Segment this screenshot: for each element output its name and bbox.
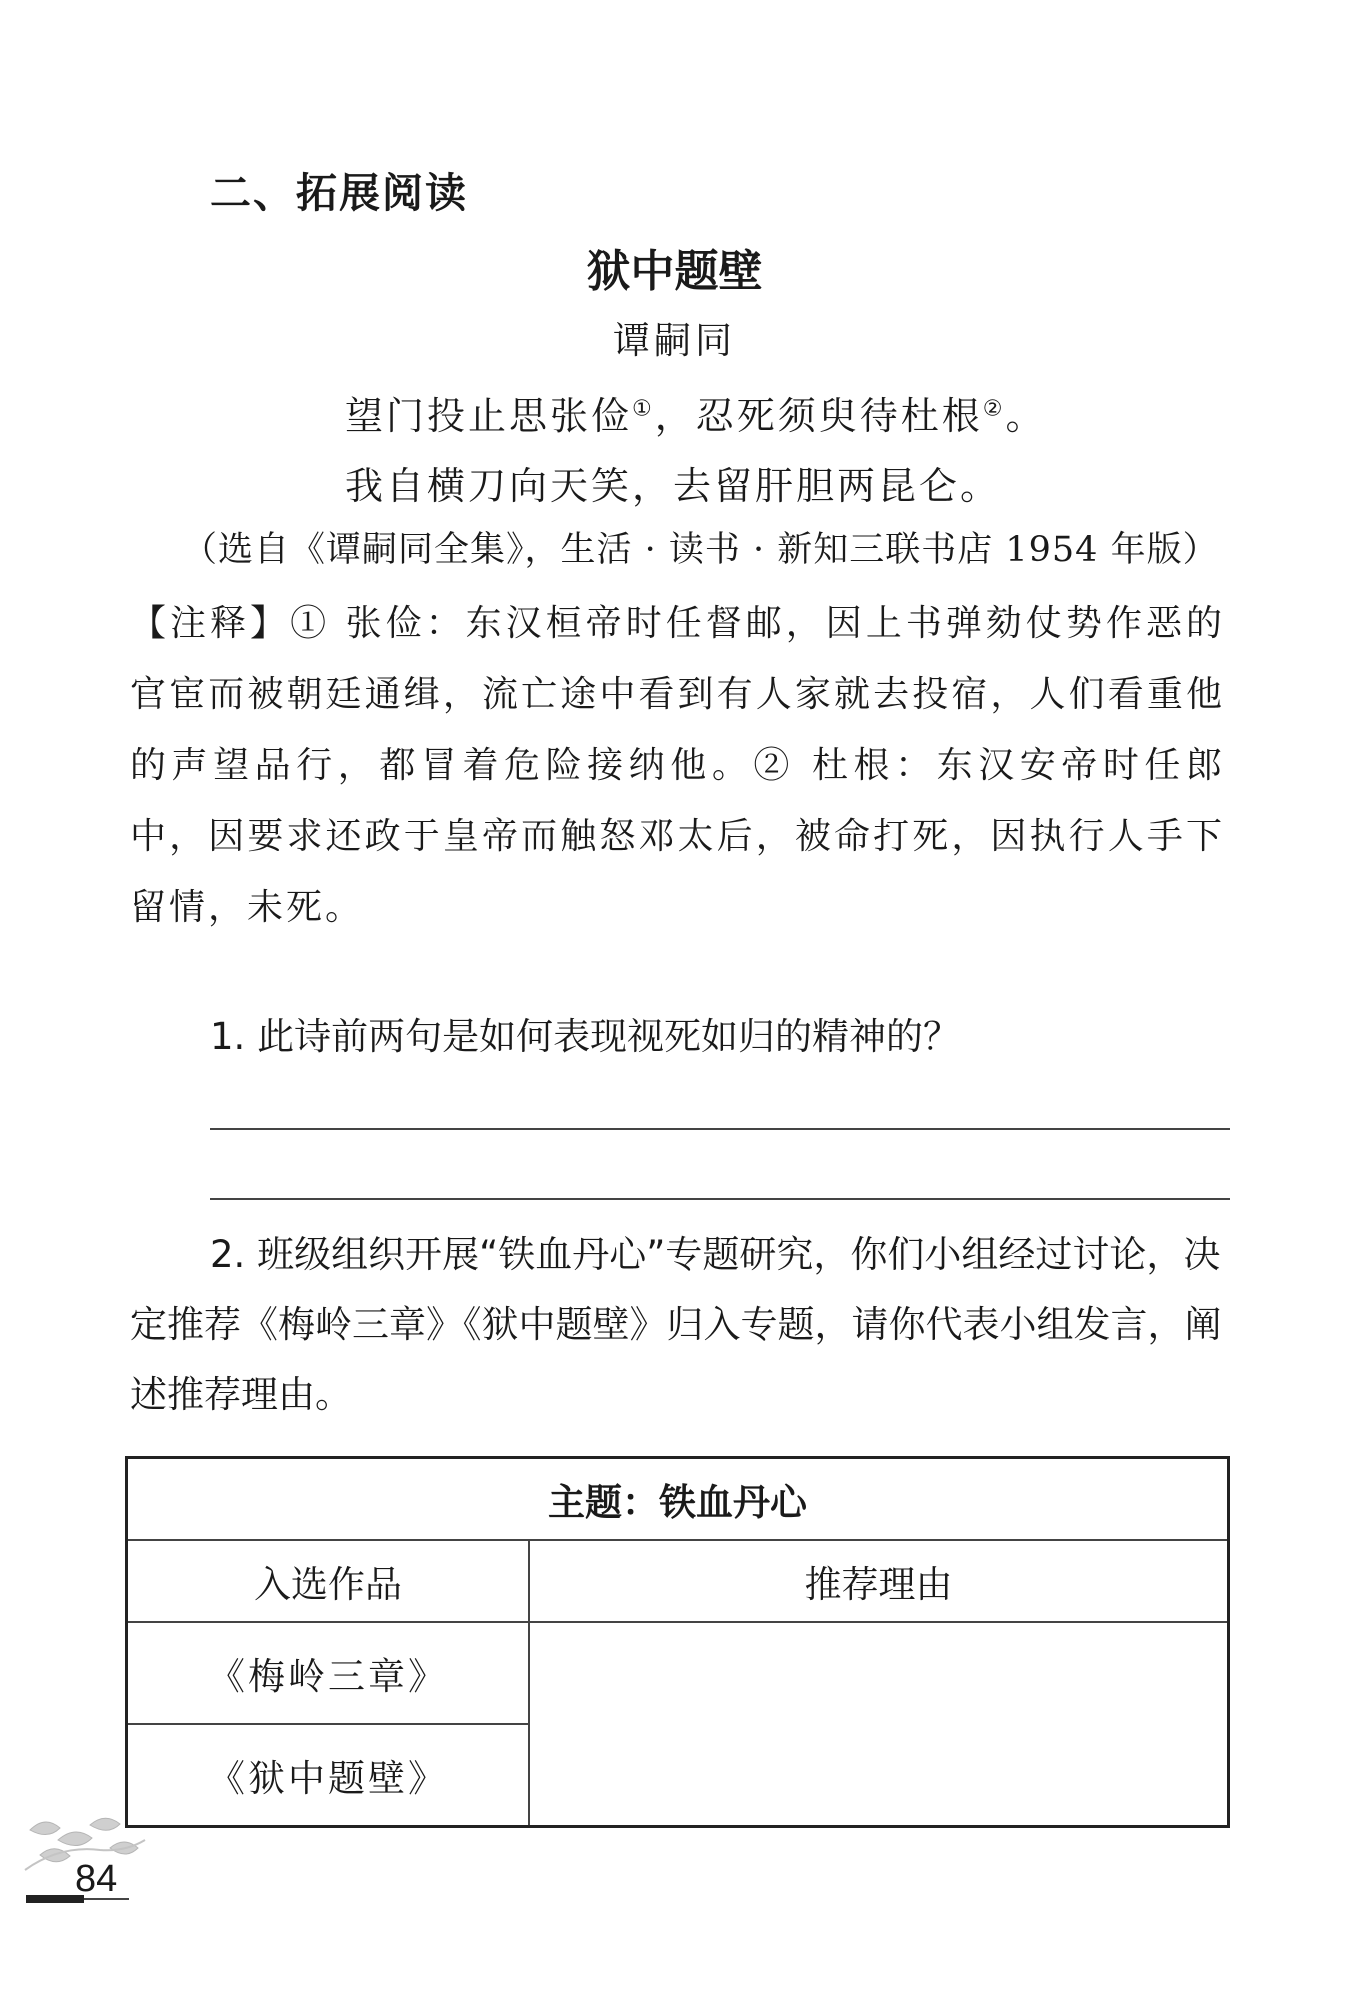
footnote-marker-2: ② — [982, 396, 1006, 422]
table-theme-row — [127, 1458, 1229, 1541]
page-number: 84 — [75, 1858, 118, 1900]
recommendation-table — [125, 1456, 1230, 1828]
poem-title: 狱中题壁 — [586, 246, 763, 297]
poem-line-1-a: 望门投止思张俭 — [345, 394, 633, 438]
footnote-marker-1: ① — [632, 396, 655, 422]
table-row — [127, 1622, 1229, 1724]
poem-line-2: 我自横刀向天笑，去留肝胆两昆仑。 — [345, 464, 1002, 508]
answer-line-1[interactable] — [210, 1128, 1230, 1130]
poem-line-1-c: 。 — [1005, 394, 1047, 438]
column-header-reasons: 推荐理由 — [529, 1540, 1229, 1622]
annotation-note: 【注释】① 张俭：东汉桓帝时任督邮，因上书弹劾仗势作恶的官宦而被朝廷通缉，流亡途中看到有人家就去投宿，人们看重他的声望品行，都冒着危险接纳他。② 杜根：东汉安帝时任郎中，因要求还政于皇帝而触怒邓太后，被命打死，因执行人手下留情，未死。 — [130, 603, 1225, 928]
reason-answer-cell[interactable] — [529, 1622, 1229, 1827]
column-header-works: 入选作品 — [127, 1540, 530, 1622]
work-cell-yuzhong: 《狱中题壁》 — [127, 1724, 530, 1827]
table-theme: 主题：铁血丹心 — [127, 1458, 1229, 1541]
question-2: 2. 班级组织开展“铁血丹心”专题研究，你们小组经过讨论，决定推荐《梅岭三章》《狱中题壁》归入专题，请你代表小组发言，阐述推荐理由。 — [130, 1233, 1222, 1416]
poem-author: 谭嗣同 — [613, 319, 736, 362]
question-1: 1. 此诗前两句是如何表现视死如归的精神的？ — [210, 1015, 961, 1058]
table-header-row — [127, 1540, 1229, 1622]
poem-line-1 — [345, 385, 1047, 440]
poem-source: （选自《谭嗣同全集》，生活 · 读书 · 新知三联书店 1954 年版） — [182, 530, 1219, 570]
work-cell-meiling: 《梅岭三章》 — [127, 1622, 530, 1724]
answer-line-2[interactable] — [210, 1198, 1230, 1200]
poem-line-1-b: ，忍死须臾待杜根 — [654, 394, 983, 438]
section-title: 二、拓展阅读 — [210, 169, 468, 217]
